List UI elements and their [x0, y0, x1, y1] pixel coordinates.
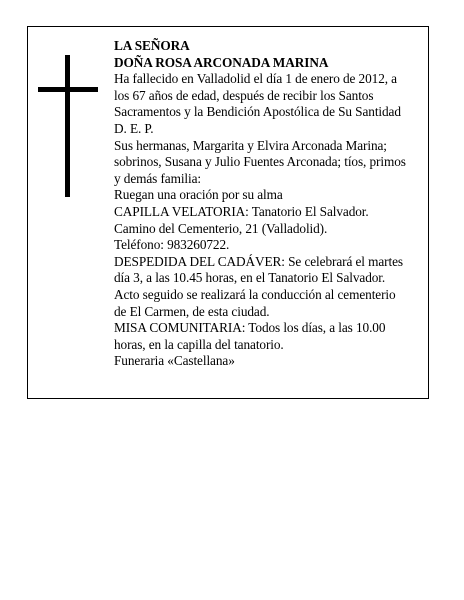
- body-line: sobrinos, Susana y Julio Fuentes Arconada; tíos, primos: [114, 154, 406, 170]
- notice-title-honorific: LA SEÑORA: [114, 38, 190, 53]
- deceased-name: DOÑA ROSA ARCONADA MARINA: [114, 54, 329, 70]
- body-line: de El Carmen, de esta ciudad.: [114, 303, 270, 319]
- body-line: MISA COMUNITARIA: Todos los días, a las 10.00: [114, 320, 386, 336]
- body-line: los 67 años de edad, después de recibir los Santos: [114, 87, 374, 103]
- body-line: horas, en la capilla del tanatorio.: [114, 336, 284, 352]
- body-line: DESPEDIDA DEL CADÁVER: Se celebrará el martes: [114, 253, 403, 269]
- notice-text: [114, 38, 424, 370]
- body-line: Ha fallecido en Valladolid el día 1 de enero de 2012, a: [114, 71, 397, 87]
- cross-vertical-bar: [65, 55, 70, 197]
- body-line: y demás familia:: [114, 170, 202, 186]
- body-line: Ruegan una oración por su alma: [114, 187, 283, 203]
- cross-icon: [38, 55, 98, 197]
- body-line: Camino del Cementerio, 21 (Valladolid).: [114, 220, 328, 236]
- cross-horizontal-bar: [38, 87, 98, 92]
- body-line: D. E. P.: [114, 120, 154, 136]
- body-line: Funeraria «Castellana»: [114, 353, 235, 369]
- body-line: Teléfono: 983260722.: [114, 237, 230, 253]
- body-line: día 3, a las 10.45 horas, en el Tanatorio El Salvador.: [114, 270, 386, 286]
- body-line: CAPILLA VELATORIA: Tanatorio El Salvador.: [114, 203, 369, 219]
- body-line: Acto seguido se realizará la conducción al cementerio: [114, 286, 396, 302]
- body-line: Sacramentos y la Bendición Apostólica de Su Santidad: [114, 104, 401, 120]
- body-line: Sus hermanas, Margarita y Elvira Arconada Marina;: [114, 137, 387, 153]
